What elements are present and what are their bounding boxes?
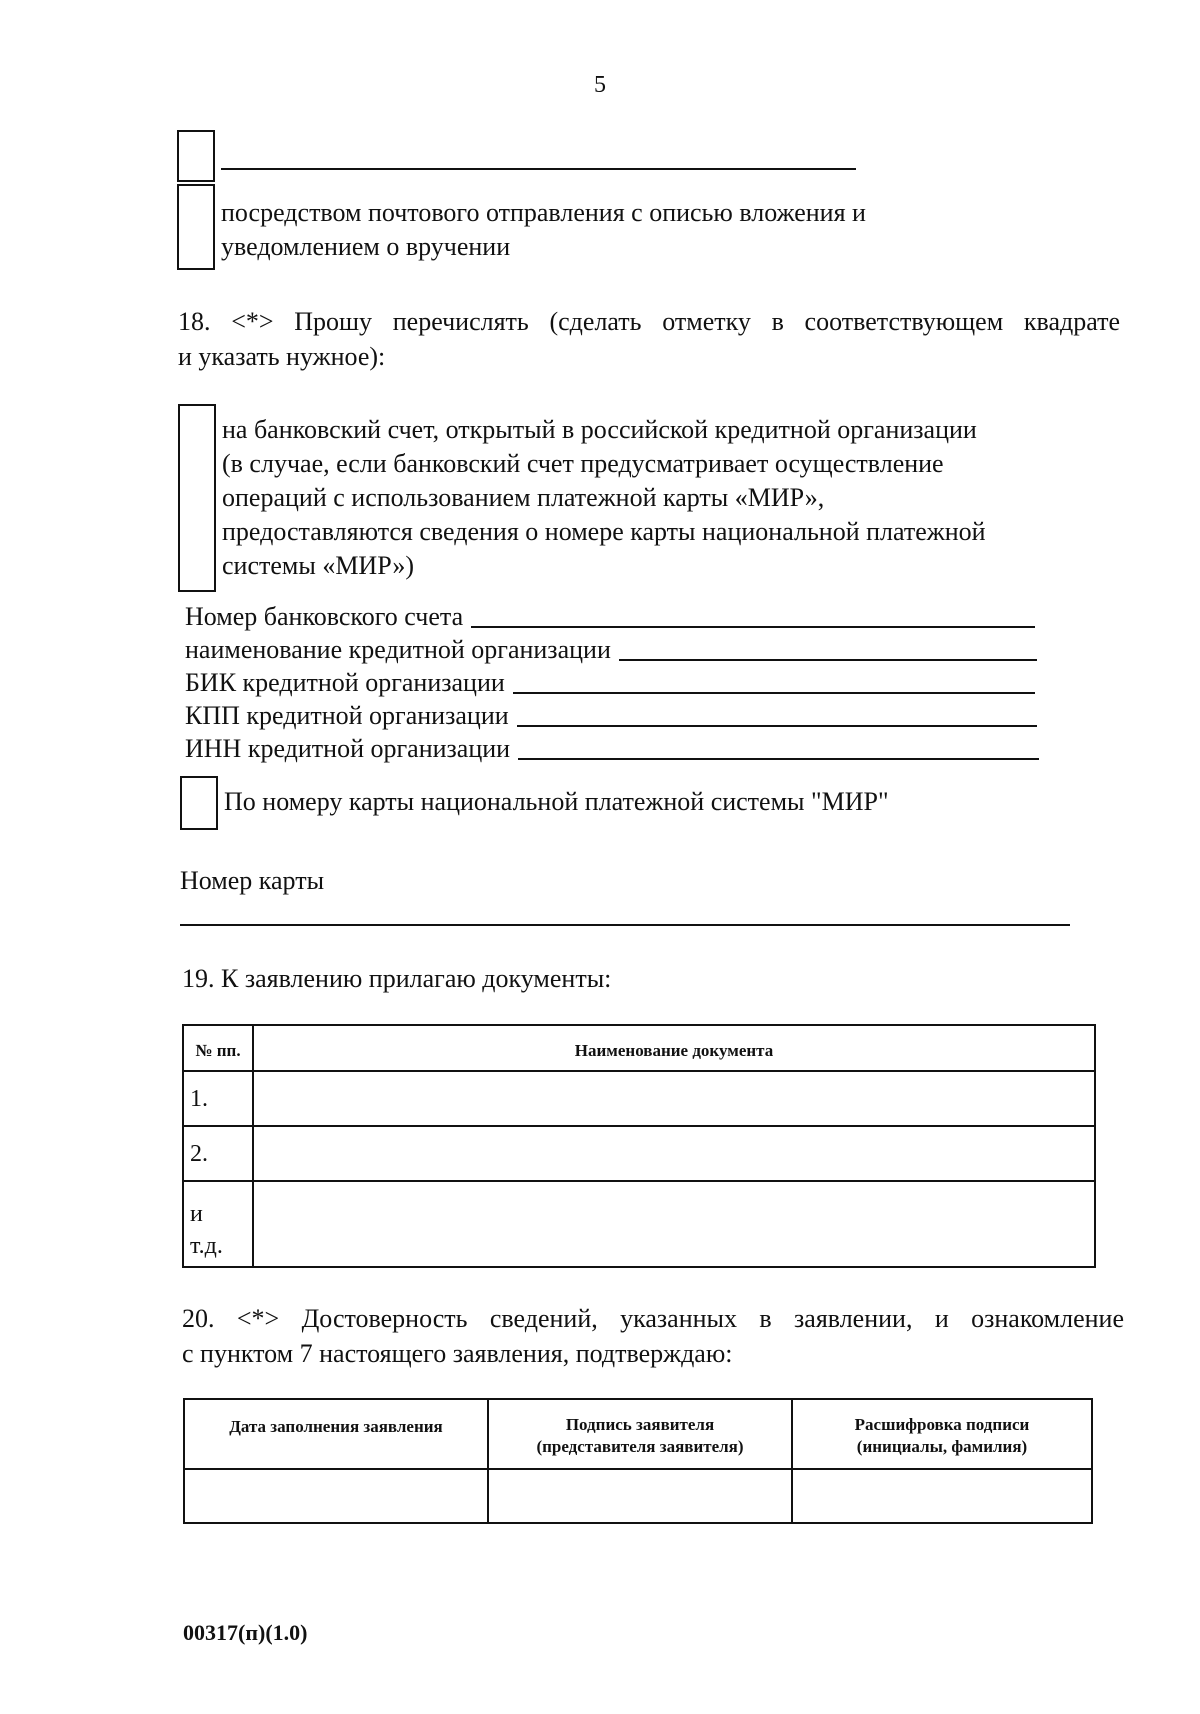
table-header-row — [184, 1399, 1092, 1469]
section18-heading-line1: 18. <*> Прошу перечислять (сделать отметку в соответствующем квадрате — [178, 307, 1120, 336]
field-bik[interactable] — [185, 666, 1035, 700]
postal-option-line1: посредством почтового отправления с описью вложения и — [221, 198, 866, 227]
field-label: ИНН кредитной организации — [185, 734, 511, 763]
col-date-label: Дата заполнения заявления — [229, 1417, 443, 1436]
field-inn[interactable] — [185, 732, 1039, 766]
col-decoding-line1: Расшифровка подписи — [854, 1415, 1030, 1434]
row-number: 1. — [183, 1071, 253, 1126]
col-decoding-header — [792, 1399, 1092, 1469]
documents-table — [182, 1024, 1096, 1268]
date-cell[interactable] — [184, 1469, 488, 1523]
row-number: 2. — [183, 1126, 253, 1181]
field-label: наименование кредитной организации — [185, 635, 611, 664]
field-line[interactable] — [619, 659, 1037, 661]
card-number-label: Номер карты — [180, 866, 325, 895]
field-line[interactable] — [471, 626, 1035, 628]
bank-option-line5: системы «МИР») — [222, 551, 414, 580]
col-signature-line1: Подпись заявителя — [565, 1415, 715, 1434]
field-label: КПП кредитной организации — [185, 701, 509, 730]
bank-option-line3: операций с использованием платежной карты «МИР», — [222, 483, 825, 512]
empty-option-line — [221, 168, 856, 170]
checkbox-empty-option[interactable] — [177, 130, 215, 182]
row-number: и т.д. — [183, 1181, 253, 1267]
signature-cell[interactable] — [488, 1469, 792, 1523]
postal-option-line2: уведомлением о вручении — [221, 232, 511, 261]
section20-heading-line2: с пунктом 7 настоящего заявления, подтверждаю: — [182, 1339, 733, 1368]
form-code: 00317(п)(1.0) — [183, 1620, 308, 1645]
table-row — [183, 1181, 1095, 1267]
col-signature-header — [488, 1399, 792, 1469]
checkbox-postal-option[interactable] — [177, 184, 215, 270]
col-decoding-line2: (инициалы, фамилия) — [856, 1437, 1028, 1456]
table-row — [183, 1071, 1095, 1126]
bank-option-line4: предоставляются сведения о номере карты национальной платежной — [222, 517, 986, 546]
field-line[interactable] — [513, 692, 1035, 694]
document-name-cell[interactable] — [253, 1126, 1095, 1181]
page-number: 5 — [594, 72, 606, 98]
section18-heading — [178, 305, 1120, 339]
col-signature-line2: (представителя заявителя) — [536, 1437, 744, 1456]
document-name-cell[interactable] — [253, 1071, 1095, 1126]
confirmation-table — [183, 1398, 1093, 1524]
checkbox-mir-card[interactable] — [180, 776, 218, 830]
section19-heading: 19. К заявлению прилагаю документы: — [182, 964, 612, 993]
bank-option-line1: на банковский счет, открытый в российской кредитной организации — [222, 415, 977, 444]
decoding-cell[interactable] — [792, 1469, 1092, 1523]
col-name-header: Наименование документа — [253, 1025, 1095, 1071]
field-label: Номер банковского счета — [185, 602, 464, 631]
field-bank-account-number[interactable] — [185, 600, 1035, 634]
field-line[interactable] — [518, 758, 1039, 760]
mir-card-option-label: По номеру карты национальной платежной системы "МИР" — [224, 787, 889, 816]
field-credit-org-name[interactable] — [185, 633, 1037, 667]
checkbox-bank-account[interactable] — [178, 404, 216, 592]
table-header-row — [183, 1025, 1095, 1071]
section18-heading-line2: и указать нужное): — [178, 342, 386, 371]
table-row — [183, 1126, 1095, 1181]
document-name-cell[interactable] — [253, 1181, 1095, 1267]
col-num-header: № пп. — [183, 1025, 253, 1071]
field-label: БИК кредитной организации — [185, 668, 505, 697]
section20-heading — [182, 1302, 1124, 1336]
col-date-header — [184, 1399, 488, 1469]
bank-option-line2: (в случае, если банковский счет предусматривает осуществление — [222, 449, 944, 478]
section20-heading-line1: 20. <*> Достоверность сведений, указанных в заявлении, и ознакомление — [182, 1304, 1124, 1333]
card-number-line[interactable] — [180, 924, 1070, 926]
field-kpp[interactable] — [185, 699, 1037, 733]
table-row — [184, 1469, 1092, 1523]
field-line[interactable] — [517, 725, 1037, 727]
